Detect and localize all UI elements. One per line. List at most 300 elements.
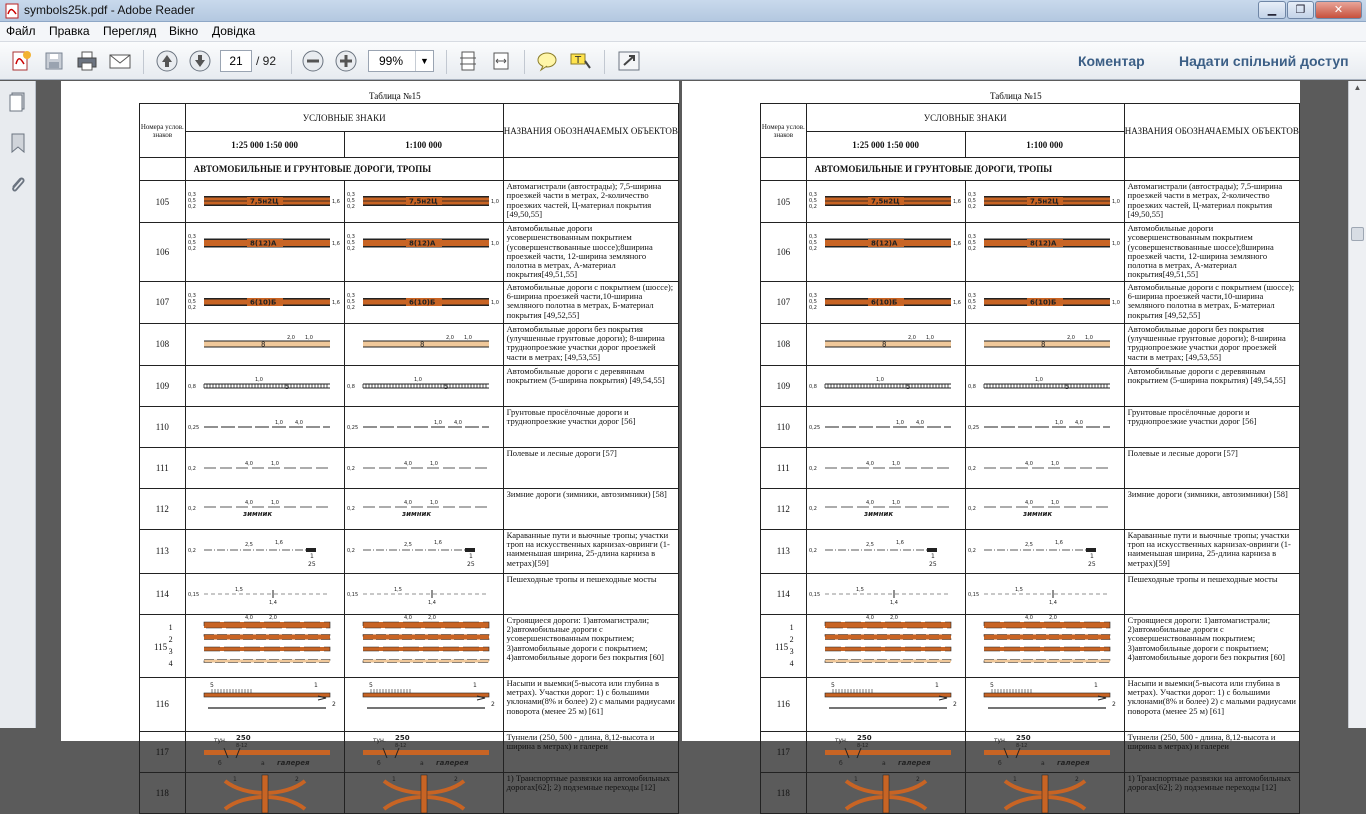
svg-text:галерея: галерея bbox=[435, 758, 469, 767]
section-number-cell bbox=[140, 158, 186, 181]
table-row bbox=[761, 677, 1300, 731]
svg-text:2,5: 2,5 bbox=[865, 541, 874, 548]
svg-text:5: 5 bbox=[1064, 382, 1070, 391]
svg-text:1,6: 1,6 bbox=[952, 299, 961, 306]
symbol-scale-a bbox=[806, 281, 965, 323]
svg-text:1,4: 1,4 bbox=[1048, 599, 1057, 606]
section-title: АВТОМОБИЛЬНЫЕ И ГРУНТОВЫЕ ДОРОГИ, ТРОПЫ bbox=[806, 158, 1124, 181]
table-row bbox=[761, 447, 1300, 488]
window-title: symbols25k.pdf - Adobe Reader bbox=[24, 3, 195, 17]
symbol-description: Автомобильные дороги с деревянным покрытием (5-ширина покрытия) [49,54,55] bbox=[1124, 365, 1299, 406]
svg-text:4,0: 4,0 bbox=[244, 614, 253, 621]
svg-text:1,0: 1,0 bbox=[429, 499, 438, 506]
svg-text:0,5: 0,5 bbox=[967, 240, 976, 246]
svg-text:0,8: 0,8 bbox=[808, 383, 817, 390]
svg-text:1,0: 1,0 bbox=[429, 460, 438, 467]
table-row bbox=[140, 406, 679, 447]
close-button[interactable]: ✕ bbox=[1315, 1, 1362, 19]
menu-edit[interactable]: Правка bbox=[49, 24, 90, 38]
email-icon bbox=[107, 49, 133, 73]
svg-text:2,0: 2,0 bbox=[1066, 334, 1075, 341]
table-row bbox=[761, 772, 1300, 813]
zoom-level-select[interactable] bbox=[368, 50, 434, 72]
symbol-description: Туннели (250, 500 - длина, 8,12-высота и ширина в метрах) и галереи bbox=[503, 731, 678, 772]
svg-text:250: 250 bbox=[856, 733, 872, 742]
expand-button[interactable] bbox=[616, 49, 642, 73]
symbol-scale-a bbox=[806, 181, 965, 223]
svg-text:0,5: 0,5 bbox=[187, 198, 196, 204]
menu-view[interactable]: Перегляд bbox=[103, 24, 157, 38]
svg-text:1,0: 1,0 bbox=[1054, 419, 1063, 426]
svg-text:T: T bbox=[575, 55, 582, 66]
svg-text:зимник: зимник bbox=[1022, 509, 1052, 518]
next-page-button[interactable] bbox=[187, 49, 213, 73]
svg-text:1,4: 1,4 bbox=[889, 599, 898, 606]
symbol-description: Автомагистрали (автострады); 7,5-ширина проезжей части в метрах, 2-количество проезжих частей, Ц-материал покрытия [49,50,55] bbox=[1124, 181, 1299, 223]
svg-text:25: 25 bbox=[1087, 560, 1096, 568]
sticky-note-button[interactable] bbox=[534, 49, 560, 73]
svg-text:0,2: 0,2 bbox=[808, 304, 817, 311]
svg-text:1,5: 1,5 bbox=[1014, 586, 1023, 593]
svg-text:0,3: 0,3 bbox=[967, 292, 976, 299]
svg-text:250: 250 bbox=[394, 733, 410, 742]
symbol-scale-b bbox=[965, 731, 1124, 772]
symbol-scale-b bbox=[344, 488, 503, 529]
header-scale-b: 1:100 000 bbox=[965, 132, 1124, 158]
svg-text:0,3: 0,3 bbox=[808, 234, 817, 240]
svg-text:1,5: 1,5 bbox=[855, 586, 864, 593]
svg-text:0,15: 0,15 bbox=[346, 591, 358, 598]
svg-text:0,8: 0,8 bbox=[187, 383, 196, 390]
symbol-scale-b bbox=[965, 488, 1124, 529]
symbol-scale-a bbox=[806, 323, 965, 365]
svg-text:7,5н2Ц: 7,5н2Ц bbox=[249, 197, 279, 206]
vertical-scrollbar[interactable] bbox=[1348, 81, 1366, 728]
symbol-scale-a bbox=[806, 447, 965, 488]
svg-text:0,5: 0,5 bbox=[346, 198, 355, 204]
header-number: Номера услов. знаков bbox=[140, 104, 186, 158]
menu-window[interactable]: Вікно bbox=[169, 24, 199, 38]
symbol-number: 111 bbox=[761, 447, 807, 488]
symbol-scale-b bbox=[344, 323, 503, 365]
scroll-up-icon[interactable]: ▲ bbox=[1353, 83, 1362, 92]
svg-text:1,0: 1,0 bbox=[925, 334, 934, 341]
symbol-number: 106 bbox=[761, 223, 807, 282]
toolbar-separator bbox=[143, 50, 144, 74]
svg-text:0,2: 0,2 bbox=[808, 465, 817, 472]
table-row bbox=[761, 731, 1300, 772]
table-row bbox=[140, 731, 679, 772]
svg-text:1: 1 bbox=[1089, 552, 1094, 560]
header-number: Номера услов. знаков bbox=[761, 104, 807, 158]
svg-text:0,2: 0,2 bbox=[346, 304, 355, 311]
svg-text:2,5: 2,5 bbox=[1024, 541, 1033, 548]
symbol-scale-b bbox=[344, 365, 503, 406]
svg-text:0,3: 0,3 bbox=[187, 292, 196, 299]
svg-text:2,0: 2,0 bbox=[286, 334, 295, 341]
zoom-out-icon bbox=[300, 49, 326, 73]
svg-text:4,0: 4,0 bbox=[244, 460, 253, 467]
table-row bbox=[140, 447, 679, 488]
svg-text:250: 250 bbox=[1015, 733, 1031, 742]
svg-text:0,3: 0,3 bbox=[187, 192, 196, 198]
header-names: НАЗВАНИЯ ОБОЗНАЧАЕМЫХ ОБЪЕКТОВ bbox=[503, 104, 678, 158]
symbol-scale-b bbox=[344, 772, 503, 813]
svg-text:5: 5 bbox=[209, 681, 214, 689]
svg-text:1,0: 1,0 bbox=[1111, 241, 1120, 247]
svg-text:0,3: 0,3 bbox=[346, 192, 355, 198]
table-row bbox=[140, 323, 679, 365]
svg-text:0,5: 0,5 bbox=[808, 298, 817, 305]
svg-text:6(10)Б: 6(10)Б bbox=[249, 298, 276, 307]
svg-text:4,0: 4,0 bbox=[403, 460, 412, 467]
symbol-scale-a bbox=[806, 772, 965, 813]
svg-text:8-12: 8-12 bbox=[1015, 742, 1027, 749]
symbol-description: Строящиеся дороги: 1)автомагистрали; 2)автомобильные дороги с усовершенствованным покрытием; 3)автомобильные дороги с покрытием; 4)автомобильные дороги без покрытия [60] bbox=[1124, 614, 1299, 677]
fit-width-icon bbox=[488, 49, 514, 73]
svg-text:0,2: 0,2 bbox=[187, 246, 196, 252]
zoom-level-value: 99% bbox=[379, 54, 404, 68]
table-caption: Таблица №15 bbox=[990, 91, 1042, 101]
svg-text:0,3: 0,3 bbox=[808, 292, 817, 299]
svg-text:1,0: 1,0 bbox=[1050, 499, 1059, 506]
symbol-scale-b bbox=[965, 573, 1124, 614]
zoom-in-button[interactable] bbox=[333, 49, 359, 73]
symbol-scale-a bbox=[806, 365, 965, 406]
symbol-description: Пешеходные тропы и пешеходные мосты bbox=[1124, 573, 1299, 614]
svg-text:1: 1 bbox=[934, 681, 939, 689]
symbol-scale-b bbox=[965, 677, 1124, 731]
svg-text:4,0: 4,0 bbox=[865, 499, 874, 506]
svg-text:0,2: 0,2 bbox=[967, 304, 976, 311]
fit-page-button[interactable] bbox=[455, 49, 481, 73]
svg-text:0,2: 0,2 bbox=[967, 547, 976, 554]
table-row bbox=[761, 281, 1300, 323]
symbol-scale-b bbox=[965, 223, 1124, 282]
svg-text:7,5н2Ц: 7,5н2Ц bbox=[870, 197, 900, 206]
save-button[interactable] bbox=[41, 49, 67, 73]
symbol-number: 116 bbox=[140, 677, 186, 731]
svg-text:8(12)А: 8(12)А bbox=[249, 239, 277, 248]
svg-text:тун.: тун. bbox=[372, 736, 386, 744]
fit-width-button[interactable] bbox=[488, 49, 514, 73]
highlight-text-icon bbox=[567, 49, 593, 73]
svg-text:0,2: 0,2 bbox=[808, 246, 817, 252]
symbol-number: 111 bbox=[140, 447, 186, 488]
table-row bbox=[761, 365, 1300, 406]
svg-text:1,0: 1,0 bbox=[270, 460, 279, 467]
symbol-number: 114 bbox=[761, 573, 807, 614]
svg-text:0,25: 0,25 bbox=[967, 424, 979, 431]
svg-text:0,3: 0,3 bbox=[967, 234, 976, 240]
symbol-description: Автомобильные дороги усовершенствованным покрытием (усовершенствованные шоссе);8ширина проезжей части, 12-ширина земляного полотна в метрах, А-материал покрытия[49,51,55] bbox=[503, 223, 678, 282]
svg-text:галерея: галерея bbox=[1056, 758, 1090, 767]
symbol-scale-a bbox=[806, 223, 965, 282]
menu-bar bbox=[0, 22, 1366, 42]
svg-text:1,6: 1,6 bbox=[331, 241, 340, 247]
svg-text:4,0: 4,0 bbox=[915, 419, 924, 426]
svg-text:1: 1 bbox=[1093, 681, 1098, 689]
table-row bbox=[140, 281, 679, 323]
zoom-out-button[interactable] bbox=[300, 49, 326, 73]
svg-text:7,5н2Ц: 7,5н2Ц bbox=[1029, 197, 1059, 206]
table-row bbox=[140, 772, 679, 813]
symbol-scale-a bbox=[185, 677, 344, 731]
header-scale-a: 1:25 000 1:50 000 bbox=[806, 132, 965, 158]
minimize-button[interactable]: ▁ bbox=[1258, 1, 1286, 19]
symbol-description: Автомобильные дороги усовершенствованным покрытием (усовершенствованные шоссе);8ширина проезжей части, 12-ширина земляного полотна в метрах, А-материал покрытия[49,51,55] bbox=[1124, 223, 1299, 282]
svg-text:б: б bbox=[376, 759, 381, 767]
svg-text:1,6: 1,6 bbox=[895, 539, 904, 546]
symbol-scale-a bbox=[806, 488, 965, 529]
svg-text:1: 1 bbox=[472, 681, 477, 689]
svg-text:0,2: 0,2 bbox=[808, 505, 817, 512]
svg-text:0,2: 0,2 bbox=[346, 465, 355, 472]
svg-text:5: 5 bbox=[284, 382, 290, 391]
svg-text:25: 25 bbox=[307, 560, 316, 568]
svg-text:2: 2 bbox=[915, 775, 920, 783]
svg-text:4,0: 4,0 bbox=[865, 460, 874, 467]
svg-text:1: 1 bbox=[853, 775, 858, 783]
table-row bbox=[761, 573, 1300, 614]
symbol-description: Грунтовые просёлочные дороги и труднопроезжие участки дорог [56] bbox=[1124, 406, 1299, 447]
svg-text:8(12)А: 8(12)А bbox=[1029, 239, 1057, 248]
header-scale-a: 1:25 000 1:50 000 bbox=[185, 132, 344, 158]
svg-text:0,25: 0,25 bbox=[808, 424, 820, 431]
document-viewer[interactable] bbox=[37, 81, 1348, 798]
table-row bbox=[140, 573, 679, 614]
svg-text:0,2: 0,2 bbox=[967, 204, 976, 210]
svg-text:зимник: зимник bbox=[242, 509, 272, 518]
svg-text:0,2: 0,2 bbox=[967, 246, 976, 252]
svg-text:4,0: 4,0 bbox=[453, 419, 462, 426]
svg-text:4,0: 4,0 bbox=[1024, 499, 1033, 506]
svg-text:0,2: 0,2 bbox=[967, 465, 976, 472]
section-desc-cell bbox=[1124, 158, 1299, 181]
previous-page-button[interactable] bbox=[154, 49, 180, 73]
svg-text:0,2: 0,2 bbox=[808, 204, 817, 210]
comment-button[interactable]: Коментар bbox=[1078, 53, 1145, 69]
symbol-description: Полевые и лесные дороги [57] bbox=[503, 447, 678, 488]
toolbar-separator bbox=[604, 50, 605, 74]
adobe-pdf-icon bbox=[4, 3, 20, 19]
symbol-scale-b bbox=[965, 447, 1124, 488]
svg-text:1,0: 1,0 bbox=[1111, 199, 1120, 205]
symbol-scale-b bbox=[344, 614, 503, 677]
expand-icon bbox=[616, 49, 642, 73]
symbol-number: 107 bbox=[140, 281, 186, 323]
symbol-scale-a bbox=[185, 488, 344, 529]
symbol-scale-b bbox=[344, 181, 503, 223]
scrollbar-thumb[interactable] bbox=[1351, 227, 1364, 241]
svg-text:б: б bbox=[217, 759, 222, 767]
svg-text:1,0: 1,0 bbox=[1084, 334, 1093, 341]
symbols-table bbox=[760, 103, 1300, 814]
svg-text:1,0: 1,0 bbox=[413, 376, 422, 383]
symbol-number: 117 bbox=[140, 731, 186, 772]
svg-text:8-12: 8-12 bbox=[235, 742, 247, 749]
symbol-scale-b bbox=[965, 365, 1124, 406]
symbol-scale-a bbox=[185, 731, 344, 772]
svg-text:1,0: 1,0 bbox=[463, 334, 472, 341]
svg-text:1: 1 bbox=[1012, 775, 1017, 783]
symbol-number: 105 bbox=[140, 181, 186, 223]
symbol-description: Автомобильные дороги без покрытия (улучшенные грунтовые дороги); 8-ширина труднопроезжие участки дорог проезжей части в метрах; [49,53,55] bbox=[1124, 323, 1299, 365]
svg-text:0,2: 0,2 bbox=[187, 204, 196, 210]
svg-text:0,3: 0,3 bbox=[346, 234, 355, 240]
title-bar bbox=[0, 0, 1366, 22]
svg-text:тун.: тун. bbox=[213, 736, 227, 744]
svg-text:8: 8 bbox=[881, 340, 887, 349]
svg-text:0,2: 0,2 bbox=[187, 505, 196, 512]
symbol-number: 113 bbox=[140, 529, 186, 573]
svg-text:0,5: 0,5 bbox=[967, 298, 976, 305]
bookmarks-icon[interactable] bbox=[6, 131, 30, 155]
svg-text:6(10)Б: 6(10)Б bbox=[1029, 298, 1056, 307]
svg-text:тун.: тун. bbox=[993, 736, 1007, 744]
pdf-page bbox=[682, 81, 1300, 798]
svg-text:5: 5 bbox=[905, 382, 911, 391]
svg-text:2: 2 bbox=[490, 700, 495, 708]
svg-text:4,0: 4,0 bbox=[244, 499, 253, 506]
svg-text:2,5: 2,5 bbox=[403, 541, 412, 548]
svg-text:0,25: 0,25 bbox=[346, 424, 358, 431]
symbol-number: 110 bbox=[761, 406, 807, 447]
create-pdf-button[interactable] bbox=[8, 49, 34, 73]
symbol-description: Пешеходные тропы и пешеходные мосты bbox=[503, 573, 678, 614]
svg-text:250: 250 bbox=[235, 733, 251, 742]
table-row bbox=[761, 488, 1300, 529]
symbol-number: 118 bbox=[761, 772, 807, 813]
svg-text:0,3: 0,3 bbox=[346, 292, 355, 299]
svg-text:1,6: 1,6 bbox=[952, 241, 961, 247]
svg-text:2: 2 bbox=[1111, 700, 1116, 708]
svg-text:8-12: 8-12 bbox=[856, 742, 868, 749]
svg-text:1,0: 1,0 bbox=[875, 376, 884, 383]
svg-text:4,0: 4,0 bbox=[403, 499, 412, 506]
symbol-scale-b bbox=[344, 731, 503, 772]
svg-text:0,15: 0,15 bbox=[808, 591, 820, 598]
symbol-scale-b bbox=[965, 772, 1124, 813]
svg-text:2,0: 2,0 bbox=[889, 614, 898, 621]
svg-text:тун.: тун. bbox=[834, 736, 848, 744]
symbol-number: 105 bbox=[761, 181, 807, 223]
symbol-scale-a bbox=[185, 573, 344, 614]
share-button[interactable]: Надати спільний доступ bbox=[1179, 53, 1349, 69]
table-row bbox=[140, 181, 679, 223]
svg-text:зимник: зимник bbox=[863, 509, 893, 518]
svg-text:0,2: 0,2 bbox=[346, 246, 355, 252]
symbol-number: 112 bbox=[140, 488, 186, 529]
symbol-description: Насыпи и выемки(5-высота или глубина в метрах). Участки дорог: 1) с большими уклонами(8% и более) 2) с малыми радиусами поворота (менее 25 м) [61] bbox=[503, 677, 678, 731]
section-number-cell bbox=[761, 158, 807, 181]
symbol-scale-a bbox=[185, 323, 344, 365]
table-row bbox=[761, 529, 1300, 573]
symbol-scale-a bbox=[185, 223, 344, 282]
svg-text:0,2: 0,2 bbox=[346, 204, 355, 210]
sticky-note-icon bbox=[534, 49, 560, 73]
svg-text:1,5: 1,5 bbox=[393, 586, 402, 593]
svg-text:0,2: 0,2 bbox=[346, 505, 355, 512]
svg-text:1,4: 1,4 bbox=[268, 599, 277, 606]
svg-text:1,6: 1,6 bbox=[331, 199, 340, 205]
svg-text:0,15: 0,15 bbox=[187, 591, 199, 598]
svg-text:1,0: 1,0 bbox=[891, 460, 900, 467]
toolbar bbox=[0, 42, 1366, 80]
highlight-text-button[interactable] bbox=[567, 49, 593, 73]
page-number-input[interactable]: 21 bbox=[220, 50, 252, 72]
svg-text:1: 1 bbox=[468, 552, 473, 560]
svg-text:5: 5 bbox=[443, 382, 449, 391]
symbol-description: 1) Транспортные развязки на автомобильных дорогах[62]; 2) подземные переходы [12] bbox=[503, 772, 678, 813]
svg-text:8: 8 bbox=[419, 340, 425, 349]
symbol-scale-a bbox=[806, 529, 965, 573]
toolbar-separator bbox=[446, 50, 447, 74]
svg-text:1: 1 bbox=[930, 552, 935, 560]
svg-text:а: а bbox=[260, 759, 265, 767]
attachments-icon[interactable] bbox=[6, 173, 30, 197]
symbol-description: Зимние дороги (зимники, автозимники) [58] bbox=[503, 488, 678, 529]
svg-text:25: 25 bbox=[466, 560, 475, 568]
symbol-scale-b bbox=[965, 181, 1124, 223]
fit-page-icon bbox=[455, 49, 481, 73]
svg-text:0,25: 0,25 bbox=[187, 424, 199, 431]
symbols-table bbox=[139, 103, 679, 814]
previous-page-icon bbox=[154, 49, 180, 73]
menu-file[interactable]: Файл bbox=[6, 24, 36, 38]
svg-text:0,5: 0,5 bbox=[808, 240, 817, 246]
symbol-scale-a bbox=[185, 447, 344, 488]
page-total: / 92 bbox=[256, 54, 277, 68]
svg-text:1,0: 1,0 bbox=[891, 499, 900, 506]
svg-text:1: 1 bbox=[232, 775, 237, 783]
symbol-scale-b bbox=[344, 281, 503, 323]
svg-text:1,6: 1,6 bbox=[331, 299, 340, 306]
symbol-scale-a bbox=[806, 731, 965, 772]
print-button[interactable] bbox=[74, 49, 100, 73]
svg-text:0,2: 0,2 bbox=[808, 547, 817, 554]
symbol-number: 108 bbox=[761, 323, 807, 365]
svg-text:5: 5 bbox=[368, 681, 373, 689]
svg-text:8: 8 bbox=[260, 340, 266, 349]
table-row bbox=[761, 406, 1300, 447]
symbol-number: 110 bbox=[140, 406, 186, 447]
symbol-scale-b bbox=[344, 529, 503, 573]
symbol-number: 107 bbox=[761, 281, 807, 323]
table-row bbox=[140, 614, 679, 677]
restore-button[interactable]: ❐ bbox=[1287, 1, 1314, 19]
section-title: АВТОМОБИЛЬНЫЕ И ГРУНТОВЫЕ ДОРОГИ, ТРОПЫ bbox=[185, 158, 503, 181]
header-names: НАЗВАНИЯ ОБОЗНАЧАЕМЫХ ОБЪЕКТОВ bbox=[1124, 104, 1299, 158]
table-row bbox=[140, 223, 679, 282]
svg-text:а: а bbox=[1040, 759, 1045, 767]
email-button[interactable] bbox=[107, 49, 133, 73]
symbol-description: Автомагистрали (автострады); 7,5-ширина проезжей части в метрах, 2-количество проезжих частей, Ц-материал покрытия [49,50,55] bbox=[503, 181, 678, 223]
svg-text:2: 2 bbox=[952, 700, 957, 708]
svg-text:0,5: 0,5 bbox=[187, 240, 196, 246]
menu-help[interactable]: Довідка bbox=[212, 24, 256, 38]
svg-text:0,2: 0,2 bbox=[187, 547, 196, 554]
svg-text:2,0: 2,0 bbox=[427, 614, 436, 621]
symbol-scale-b bbox=[344, 406, 503, 447]
svg-text:2: 2 bbox=[1074, 775, 1079, 783]
pages-icon[interactable] bbox=[6, 89, 30, 113]
navigation-panel bbox=[0, 81, 36, 728]
pdf-page bbox=[61, 81, 679, 798]
chevron-down-icon[interactable]: ▼ bbox=[415, 51, 433, 71]
svg-text:зимник: зимник bbox=[401, 509, 431, 518]
symbol-number: 109 bbox=[761, 365, 807, 406]
